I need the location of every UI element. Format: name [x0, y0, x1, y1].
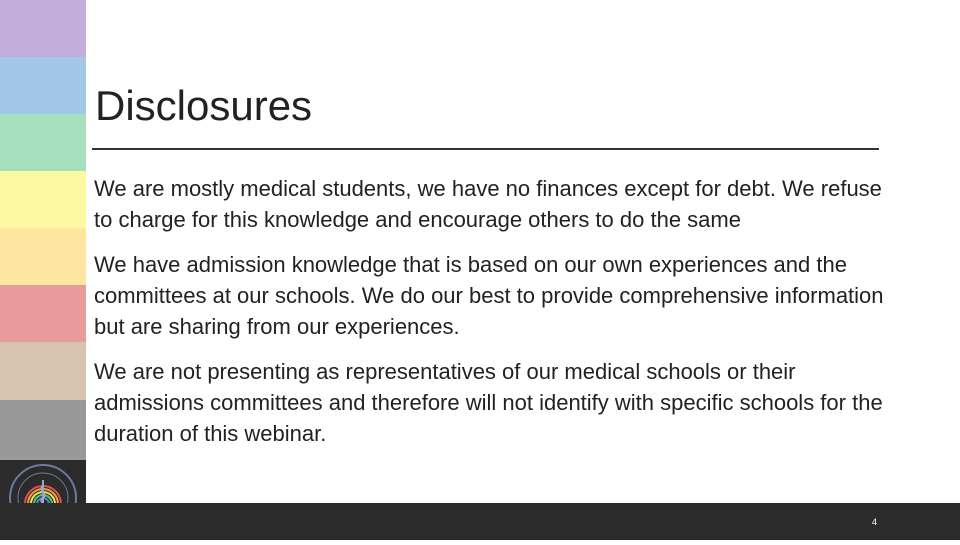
paragraph-representation: We are not presenting as representatives of our medical schools or their admissions committees and therefore will not identify with specific schools for the duration of this webinar.: [94, 359, 883, 446]
stripe-purple: [0, 0, 86, 57]
stripe-blue: [0, 57, 86, 114]
bottom-bar: [0, 503, 960, 540]
color-stripe-sidebar: [0, 0, 86, 460]
paragraph-admission-knowledge: We have admission knowledge that is based on our own experiences and the committees at our schools. We do our best to provide comprehensive information but are sharing from our experiences.: [94, 252, 884, 339]
stripe-green: [0, 114, 86, 171]
page-number: 4: [872, 517, 878, 527]
stripe-red: [0, 285, 86, 342]
slide-body: [94, 173, 884, 463]
slide-title: Disclosures: [95, 82, 313, 129]
stripe-yellow: [0, 171, 86, 228]
stripe-light-orange: [0, 228, 86, 285]
stripe-gray: [0, 400, 86, 460]
title-divider: [92, 148, 879, 150]
stripe-tan: [0, 342, 86, 400]
paragraph-finances: We are mostly medical students, we have no finances except for debt. We refuse to charge for this knowledge and encourage others to do the same: [94, 176, 882, 232]
